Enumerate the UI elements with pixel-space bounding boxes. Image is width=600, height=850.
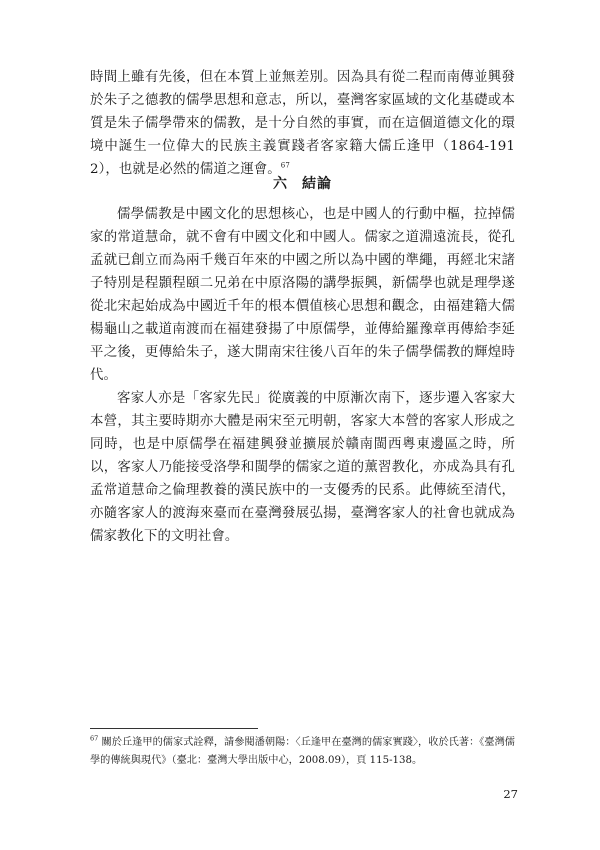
paragraph-continued-text: 時間上雖有先後，但在本質上並無差別。因為具有從二程而南傳並興發於朱子之德教的儒學思想和意志，所以，臺灣客家區域的文化基礎或本質是朱子儒學帶來的儒教，是十分自然的事實，而在這個道德文化的環境中誕生一位偉大的民族主義實踐者客家籍大儒丘逢甲（1864-1912），也就是必然的儒道之運會。 [90,70,515,177]
footnote-text: 關於丘逢甲的儒家式詮釋，請參閱潘朝陽：〈丘逢甲在臺灣的儒家實踐〉，收於氏著：《臺灣儒學的傳統與現代》（臺北：臺灣大學出版中心，2008.09），頁 115-138。 [90,737,515,766]
section-number: 六 [273,176,288,192]
conclusion-paragraph-1: 儒學儒教是中國文化的思想核心，也是中國人的行動中樞，拉掉儒家的常道慧命，就不會有中國文化和中國人。儒家之道淵遠流長，從孔孟就已創立而為兩千幾百年來的中國之所以為中國的準繩，再經北宋諸子特別是程顥程頤二兄弟在中原洛陽的講學振興，新儒學也就是理學遂從北宋起始成為中國近千年的根本價值核心思想和觀念，由福建籍大儒楊龜山之載道南渡而在福建發揚了中原儒學，並傳給羅豫章再傳給李延平之後，更傳給朱子，遂大開南宋往後八百年的朱子儒學儒教的輝煌時代。 [90,207,515,383]
body-text-top [90,66,515,181]
body-text-conclusion [90,203,515,548]
paragraph-continued [90,66,515,181]
footnote [90,734,515,770]
page-number: 27 [503,787,518,801]
section-title: 結論 [302,176,332,192]
footnote-ref-67[interactable]: 67 [280,161,290,170]
section-heading [90,173,515,193]
footnote-separator [90,728,258,729]
conclusion-paragraph-2: 客家人亦是「客家先民」從廣義的中原漸次南下，逐步遷入客家大本營，其主要時期亦大體是兩宋至元明朝，客家大本營的客家人形成之同時，也是中原儒學在福建興發並擴展於贛南閩西粵東邊區之時，所以，客家人乃能接受洛學和閩學的儒家之道的薰習教化，亦成為具有孔孟常道慧命之倫理教養的漢民族中的一支優秀的民系。此傳統至清代，亦隨客家人的渡海來臺而在臺灣發展弘揚，臺灣客家人的社會也就成為儒家教化下的文明社會。 [90,391,515,544]
footnote-number: 67 [90,734,99,743]
